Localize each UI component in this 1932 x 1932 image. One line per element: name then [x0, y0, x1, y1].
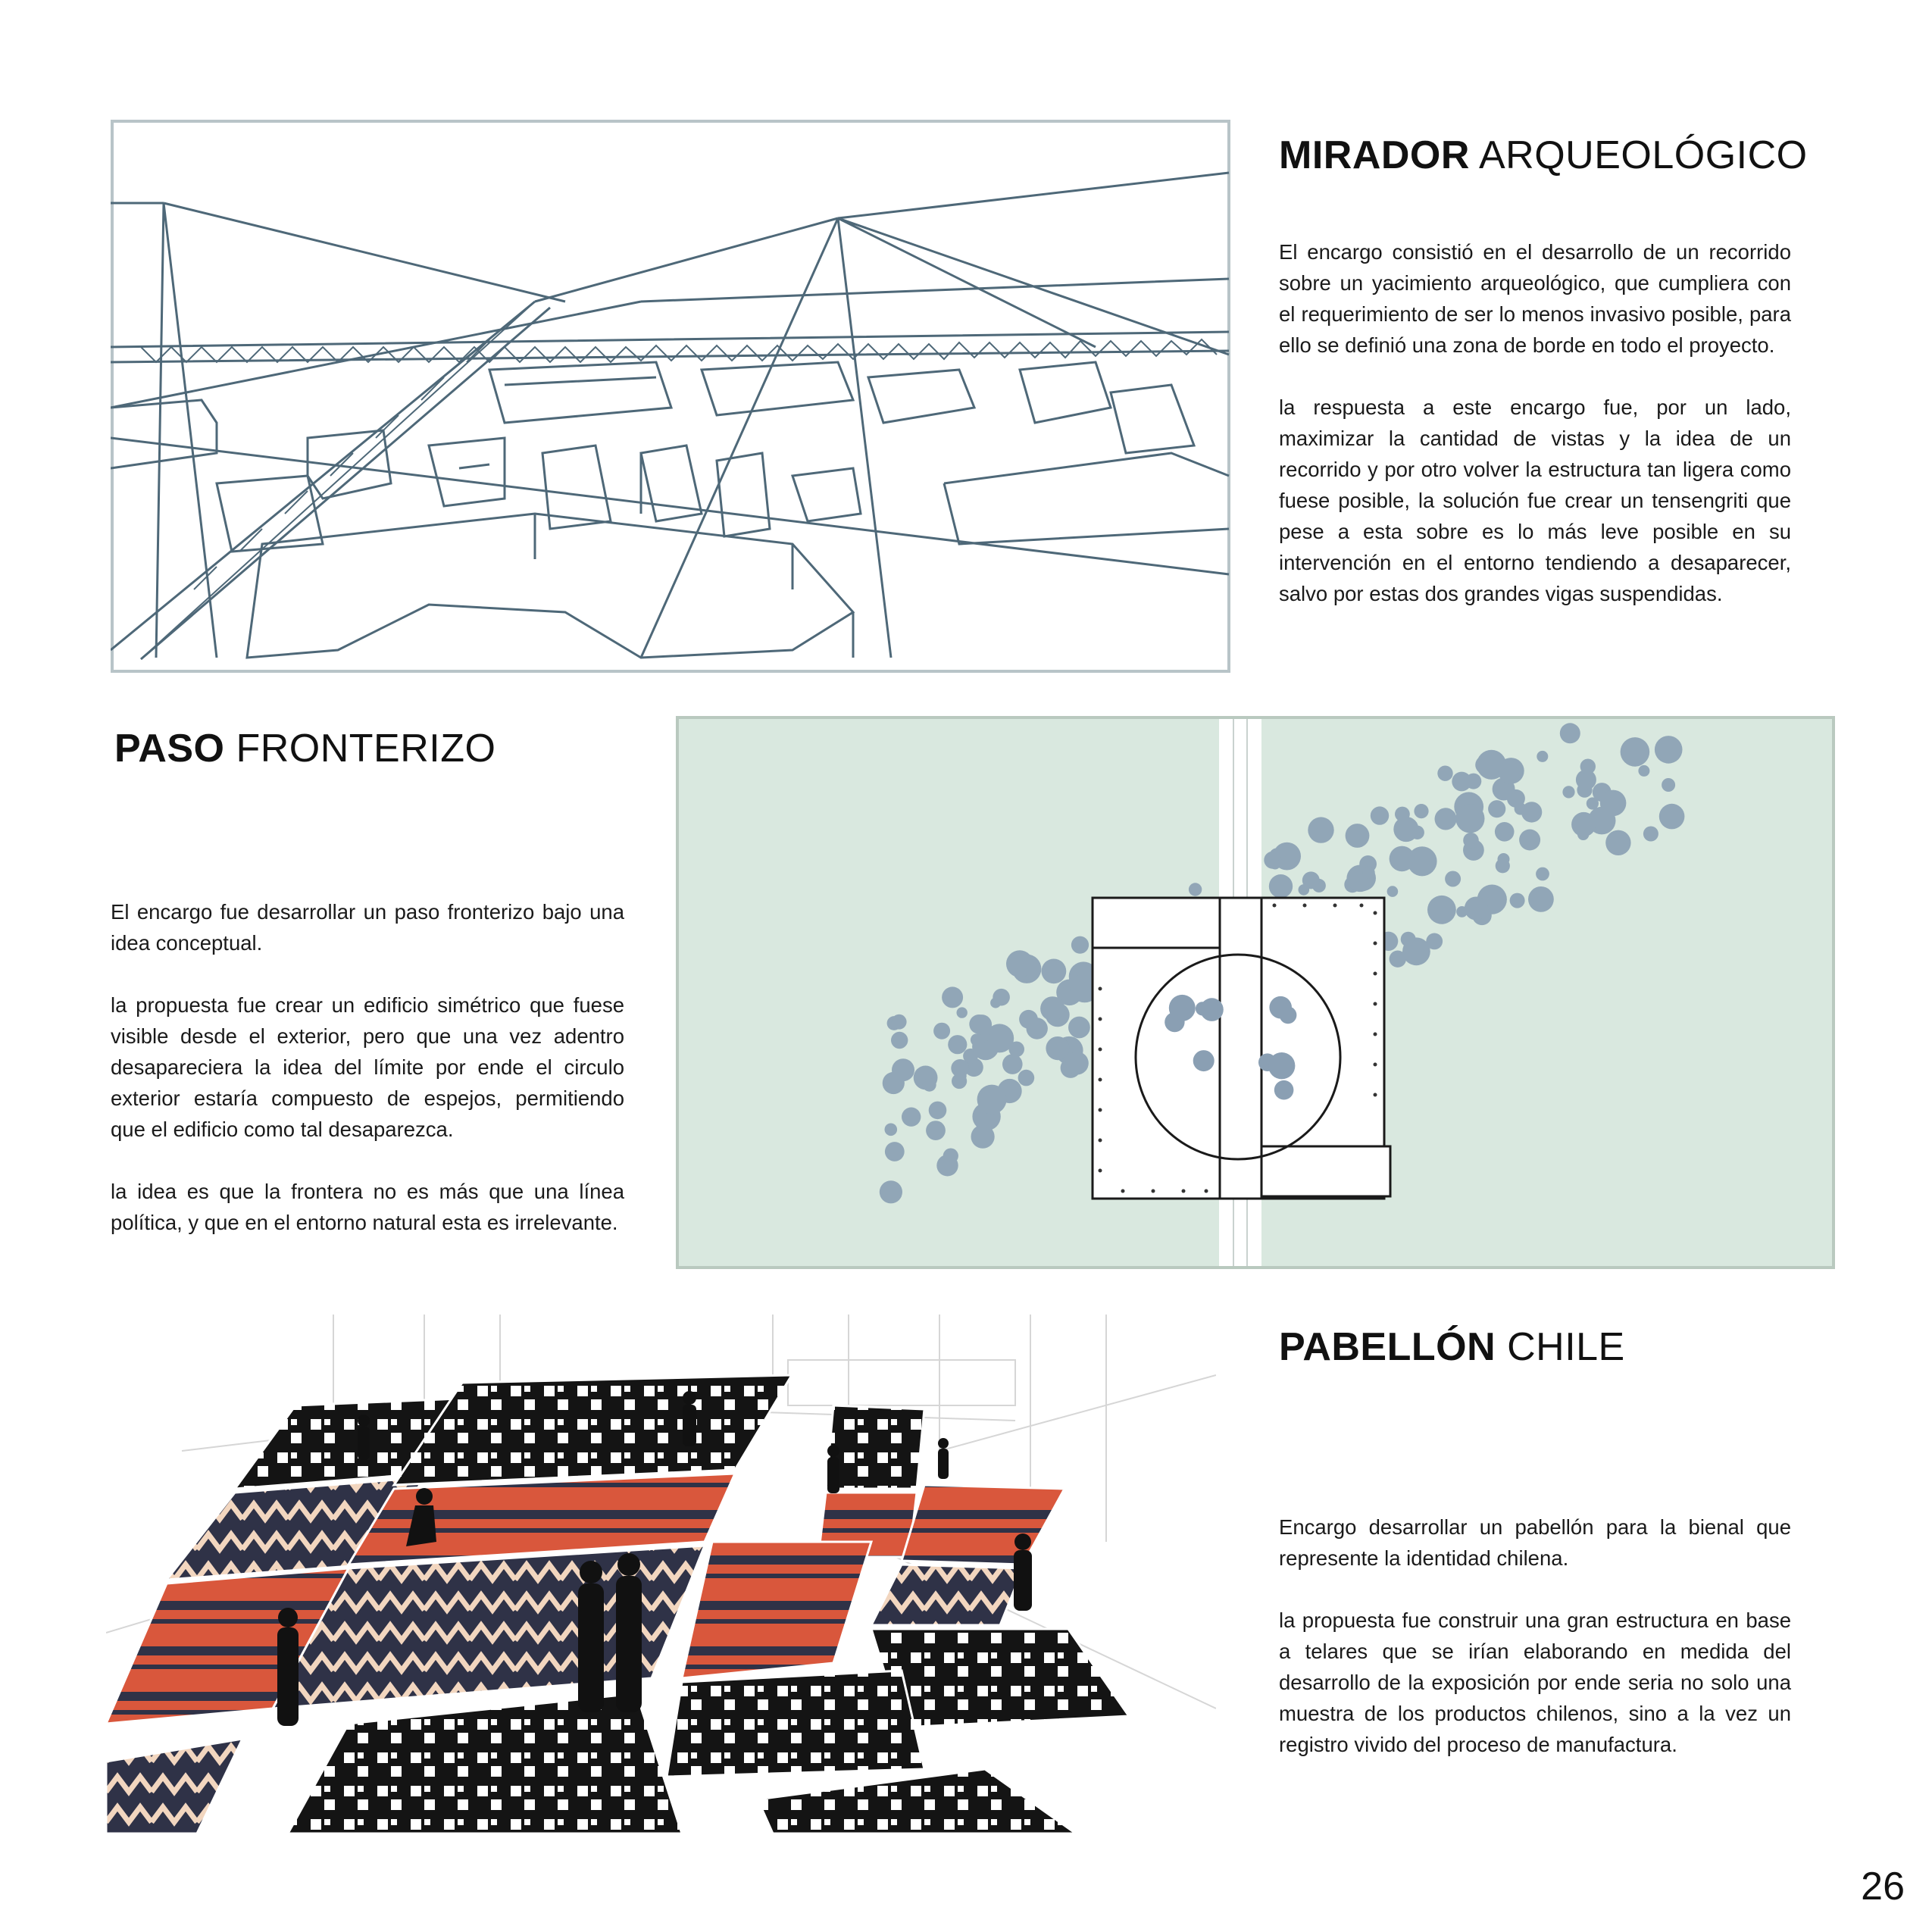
tree-dot: [926, 1121, 946, 1140]
tree-dot: [1390, 846, 1415, 872]
tree-dot: [1562, 786, 1574, 798]
tree-dot: [1040, 996, 1064, 1021]
tree-dot: [1019, 1010, 1038, 1029]
tree-dot: [955, 1071, 967, 1082]
pabellon-paragraph: la propuesta fue construir una gran estructura en base a telares que se irían elaborando en medida del desarrollo de la exposición por ende seria no solo una muestra de los productos chilenos, sino a la vez un registro vivido del proceso de manufactura.: [1279, 1608, 1791, 1756]
tree-dot: [1426, 933, 1443, 950]
tree-dot: [1274, 1080, 1294, 1100]
tree-dot: [1638, 765, 1649, 777]
tree-dot: [1435, 808, 1457, 830]
tree-dot: [885, 1124, 898, 1136]
tree-dot: [1662, 778, 1675, 792]
tree-dot: [1495, 822, 1515, 842]
tree-dot: [1452, 772, 1471, 792]
pabellon-render-image: [106, 1315, 1216, 1834]
mirador-paragraph: la respuesta a este encargo fue, por un lado, maximizar la cantidad de vistas y la idea de un recorrido y por otro volver la estructura tan ligera como fuese posible, la solución fue crear un tensengriti que pese a esta sobre es lo más leve posible en su intervención en el entorno tendiendo a desaparecer, salvo por estas dos grandes vigas suspendidas.: [1279, 395, 1791, 605]
mirador-title-bold: MIRADOR: [1279, 133, 1470, 177]
tree-dot: [1659, 804, 1685, 830]
tree-dot: [972, 1014, 992, 1034]
tree-dot: [1269, 996, 1292, 1019]
tree-dot: [957, 1007, 968, 1018]
tree-dot: [1169, 995, 1196, 1021]
tree-dot: [885, 1142, 905, 1161]
tree-dot: [1387, 886, 1399, 897]
tree-dot: [1006, 950, 1033, 977]
tree-dot: [929, 1102, 947, 1120]
tree-dot: [1427, 896, 1456, 924]
tree-dot: [1193, 1050, 1215, 1071]
tree-dot: [1580, 759, 1596, 774]
tree-dot: [942, 986, 963, 1008]
tree-dot: [1018, 1070, 1035, 1086]
tree-dot: [1071, 936, 1089, 954]
tree-dot: [1414, 804, 1428, 818]
tree-dot: [1068, 1017, 1090, 1039]
tree-dot: [1302, 871, 1320, 889]
mirador-title-rest: ARQUEOLÓGICO: [1469, 133, 1808, 177]
tree-dot: [1042, 959, 1067, 984]
tree-dot: [1463, 833, 1479, 849]
tree-dot: [948, 1035, 967, 1054]
paso-title-bold: PASO: [114, 727, 225, 771]
mirador-paragraph: El encargo consistió en el desarrollo de un recorrido sobre un yacimiento arqueológico, que cumpliera con el requerimiento de ser lo menos invasivo posible, para ello se definió una zona de borde en todo el proyecto.: [1279, 240, 1791, 357]
paso-title-rest: FRONTERIZO: [224, 727, 496, 771]
tree-dot: [1393, 817, 1418, 842]
tree-dot: [1269, 874, 1293, 898]
tree-dot: [1189, 883, 1202, 896]
tree-dot: [1560, 723, 1580, 743]
tree-dot: [880, 1180, 902, 1203]
page-number: 26: [1861, 1865, 1905, 1909]
tree-dot: [1346, 824, 1370, 848]
tree-dot: [1643, 827, 1658, 842]
pabellon-title-bold: PABELLÓN: [1279, 1325, 1496, 1369]
paso-paragraph: El encargo fue desarrollar un paso fronterizo bajo una idea conceptual.: [111, 900, 624, 955]
tree-dot: [1455, 804, 1484, 833]
paso-paragraph: la idea es que la frontera no es más que una línea política, y que en el entorno natural esta es irrelevante.: [111, 1180, 624, 1234]
tree-dot: [1536, 868, 1549, 881]
mirador-drawing: [111, 120, 1230, 673]
tree-dot: [1065, 1052, 1088, 1074]
tree-dot: [1510, 893, 1525, 908]
tree-dot: [971, 1033, 983, 1046]
tree-dot: [977, 1085, 1007, 1114]
pabellon-title-rest: CHILE: [1496, 1325, 1625, 1369]
mirador-wireframe-image: [111, 120, 1230, 673]
tree-dot: [1655, 736, 1683, 764]
paso-site-plan: [676, 716, 1835, 1269]
tree-dot: [1437, 766, 1452, 781]
tree-dot: [1621, 737, 1650, 767]
tree-dot: [923, 1078, 936, 1092]
tree-dot: [1537, 751, 1548, 762]
tree-dot: [1046, 1036, 1069, 1060]
tree-dot: [902, 1108, 921, 1127]
tree-dot: [1445, 871, 1461, 887]
tree-dot: [933, 1023, 950, 1039]
tree-dot: [971, 1125, 995, 1149]
pabellon-title: [1279, 1324, 1625, 1370]
mirador-title: [1279, 133, 1808, 178]
tree-dot: [1402, 937, 1430, 965]
tree-dot: [1002, 1054, 1023, 1074]
tree-dot: [1200, 998, 1224, 1021]
tree-dot: [1308, 817, 1333, 843]
paso-plan-image: [676, 716, 1835, 1269]
tree-dot: [1496, 858, 1510, 873]
tree-dot: [993, 989, 1010, 1006]
pabellon-text: [1279, 1512, 1791, 1760]
tree-dot: [1498, 758, 1524, 784]
tree-dot: [1519, 830, 1540, 851]
tree-dot: [1363, 867, 1375, 879]
tree-dot: [1488, 800, 1505, 818]
tree-dot: [892, 1058, 914, 1081]
tree-dot: [1605, 830, 1630, 855]
paso-text: [111, 896, 624, 1238]
pabellon-render: [106, 1315, 1216, 1834]
tree-dot: [936, 1155, 958, 1176]
tree-dot: [892, 1014, 907, 1030]
paso-title: [114, 726, 496, 771]
paso-paragraph: la propuesta fue crear un edificio simétrico que fuese visible desde el exterior, pero que una vez adentro desapareciera la idea del límite por ende el circulo exterior estaría compuesto de espejos, permitiendo que el edificio como tal desaparezca.: [111, 993, 624, 1141]
tree-dot: [1528, 886, 1554, 912]
tree-dot: [1270, 859, 1280, 870]
tree-dot: [1521, 802, 1542, 822]
tree-dot: [891, 1032, 908, 1049]
mirador-text: [1279, 236, 1791, 609]
tree-dot: [1571, 812, 1596, 836]
tree-dot: [1371, 806, 1389, 824]
pabellon-paragraph: Encargo desarrollar un pabellón para la bienal que represente la identidad chilena.: [1279, 1515, 1791, 1570]
tree-dot: [1507, 789, 1525, 808]
tree-dot: [1465, 897, 1488, 921]
tree-dot: [1268, 1052, 1295, 1079]
